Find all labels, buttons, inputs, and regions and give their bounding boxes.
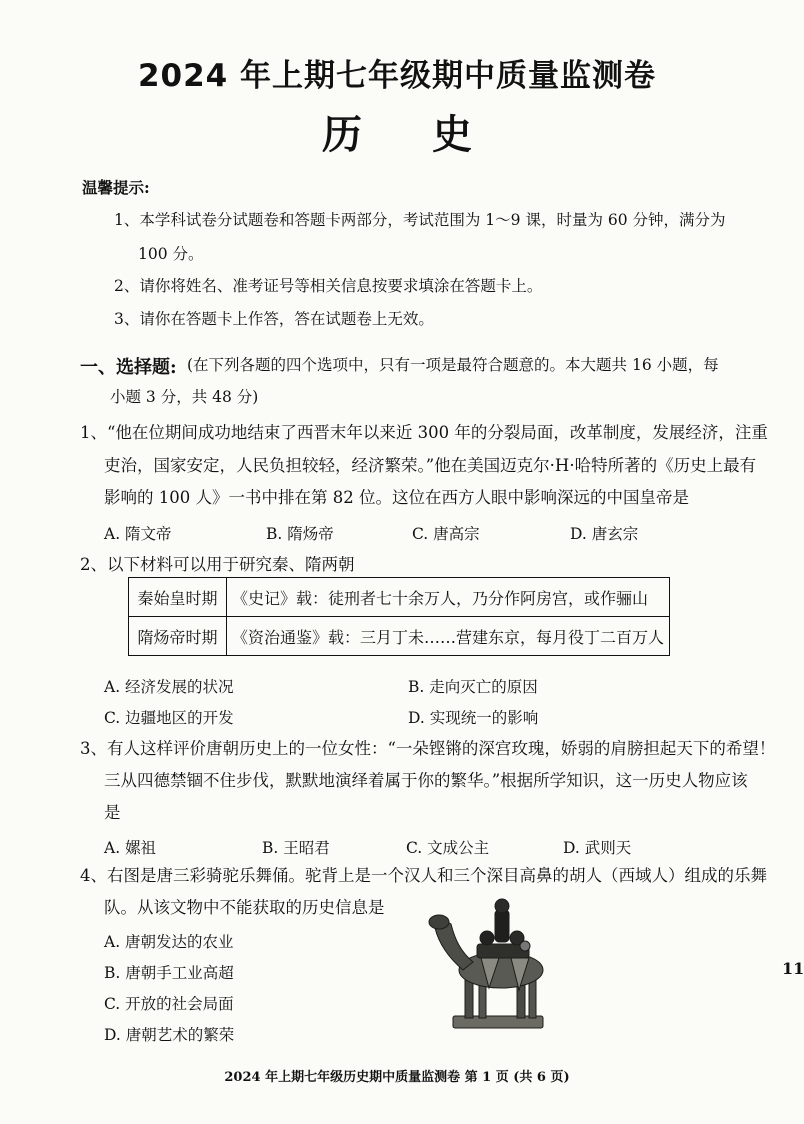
option-a[interactable]: A. 嫘祖 <box>104 839 157 857</box>
table-cell: 《资治通鉴》载：三月丁未……营建东京，每月役丁二百万人 <box>226 617 669 656</box>
question-4-line: 队。从该文物中不能获取的历史信息是 <box>104 898 385 917</box>
material-table <box>128 577 670 656</box>
notice-item: 1、本学科试卷分试题卷和答题卡两部分，考试范围为 1～9 课，时量为 60 分钟，满分为 <box>114 211 726 229</box>
question-2-stem: 2、以下材料可以用于研究秦、隋两朝 <box>80 555 355 574</box>
question-1-line: 影响的 100 人》一书中排在第 82 位。这位在西方人眼中影响深远的中国皇帝是 <box>104 488 689 507</box>
option-d[interactable]: D. 实现统一的影响 <box>408 709 539 727</box>
section-heading: 一、选择题: <box>80 357 177 378</box>
notice-heading: 温馨提示: <box>82 178 150 197</box>
question-1-line: 1、“他在位期间成功地结束了西晋末年以来近 300 年的分裂局面，改革制度，发展经济，注重 <box>80 423 768 442</box>
subject-title: 历 史 <box>322 111 500 158</box>
exam-title: 2024 年上期七年级期中质量监测卷 <box>137 58 657 94</box>
table-cell: 秦始皇时期 <box>129 578 227 617</box>
margin-mark: 11 <box>782 959 804 978</box>
option-b[interactable]: B. 隋炀帝 <box>266 525 334 543</box>
option-a[interactable]: A. 经济发展的状况 <box>104 678 234 696</box>
option-b[interactable]: B. 王昭君 <box>262 839 330 857</box>
question-4-line: 4、右图是唐三彩骑驼乐舞俑。驼背上是一个汉人和三个深目高鼻的胡人（西域人）组成的乐舞 <box>80 866 767 885</box>
option-d[interactable]: D. 唐玄宗 <box>570 525 639 543</box>
table-row <box>129 578 670 617</box>
option-d[interactable]: D. 武则天 <box>563 839 632 857</box>
notice-item: 2、请你将姓名、准考证号等相关信息按要求填涂在答题卡上。 <box>114 277 543 295</box>
option-a[interactable]: A. 唐朝发达的农业 <box>104 933 234 951</box>
question-1-line: 吏治，国家安定，人民负担较轻，经济繁荣。”他在美国迈克尔·H·哈特所著的《历史上最有 <box>104 456 757 475</box>
notice-item: 100 分。 <box>138 245 204 263</box>
question-3-line: 3、有人这样评价唐朝历史上的一位女性：“一朵铿锵的深宫玫瑰，娇弱的肩膀担起天下的希望！ <box>80 739 776 758</box>
option-b[interactable]: B. 唐朝手工业高超 <box>104 964 234 982</box>
tang-sancai-camel-figurine-image <box>425 896 555 1036</box>
option-c[interactable]: C. 开放的社会局面 <box>104 995 234 1013</box>
notice-item: 3、请你在答题卡上作答，答在试题卷上无效。 <box>114 310 434 328</box>
table-cell: 《史记》载：徒刑者七十余万人，乃分作阿房宫，或作骊山 <box>226 578 669 617</box>
option-b[interactable]: B. 走向灭亡的原因 <box>408 678 538 696</box>
option-d[interactable]: D. 唐朝艺术的繁荣 <box>104 1026 235 1044</box>
option-c[interactable]: C. 唐高宗 <box>412 525 480 543</box>
option-a[interactable]: A. 隋文帝 <box>104 525 172 543</box>
question-3-line: 三从四德禁锢不住步伐，默默地演绎着属于你的繁华。”根据所学知识，这一历史人物应该 <box>104 771 748 790</box>
option-c[interactable]: C. 边疆地区的开发 <box>104 709 234 727</box>
page-footer: 2024 年上期七年级历史期中质量监测卷 第 1 页 (共 6 页) <box>224 1070 570 1085</box>
table-row <box>129 617 670 656</box>
section-instruction: 小题 3 分，共 48 分) <box>110 388 259 406</box>
table-cell: 隋炀帝时期 <box>129 617 227 656</box>
section-instruction: (在下列各题的四个选项中，只有一项是最符合题意的。本大题共 16 小题，每 <box>187 356 719 374</box>
option-c[interactable]: C. 文成公主 <box>406 839 490 857</box>
question-3-line: 是 <box>104 803 121 822</box>
